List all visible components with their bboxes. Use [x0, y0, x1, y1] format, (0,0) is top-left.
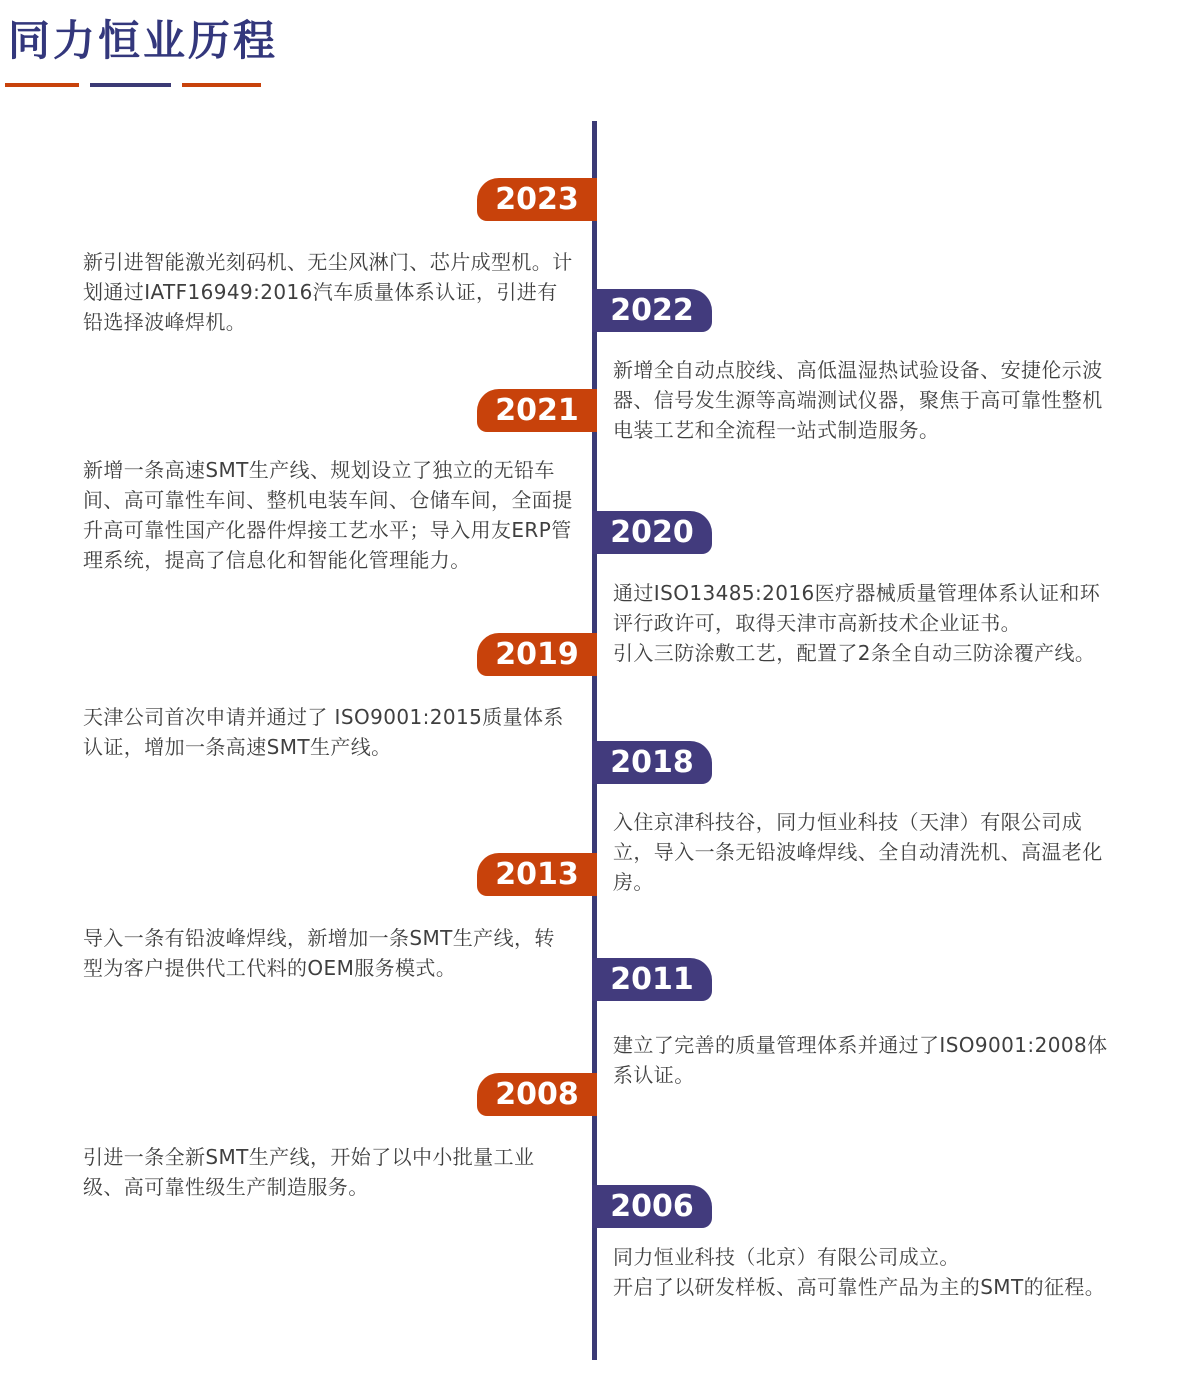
year-badge-2006: 2006	[592, 1185, 712, 1228]
milestone-paragraph: 引进一条全新SMT生产线，开始了以中小批量工业级、高可靠性级生产制造服务。	[83, 1145, 535, 1199]
year-badge-2013: 2013	[477, 853, 597, 896]
milestone-text-2022	[613, 355, 1118, 445]
milestone-paragraph: 天津公司首次申请并通过了 ISO9001:2015质量体系认证，增加一条高速SMT生产线。	[83, 705, 564, 759]
milestone-paragraph: 导入一条有铅波峰焊线，新增加一条SMT生产线，转型为客户提供代工代料的OEM服务模式。	[83, 926, 555, 980]
milestone-paragraph: 新引进智能激光刻码机、无尘风淋门、芯片成型机。计划通过IATF16949:2016汽车质量体系认证，引进有铅选择波峰焊机。	[83, 250, 573, 334]
underline-bar-navy	[90, 83, 171, 87]
milestone-text-2013	[83, 923, 575, 983]
page-title: 同力恒业历程	[8, 16, 279, 65]
year-badge-2011: 2011	[592, 958, 712, 1001]
milestone-paragraph: 开启了以研发样板、高可靠性产品为主的SMT的征程。	[613, 1275, 1106, 1299]
underline-bar-orange-right	[182, 83, 261, 87]
year-badge-2008: 2008	[477, 1073, 597, 1116]
title-underline-bars	[5, 83, 261, 87]
milestone-text-2019	[83, 702, 575, 762]
milestone-paragraph: 入住京津科技谷，同力恒业科技（天津）有限公司成立，导入一条无铅波峰焊线、全自动清洗机、高温老化房。	[613, 810, 1103, 894]
milestone-text-2021	[83, 455, 575, 575]
milestone-paragraph: 新增全自动点胶线、高低温湿热试验设备、安捷伦示波器、信号发生源等高端测试仪器，聚焦于高可靠性整机电装工艺和全流程一站式制造服务。	[613, 358, 1103, 442]
year-badge-2018: 2018	[592, 741, 712, 784]
year-badge-2021: 2021	[477, 389, 597, 432]
milestone-text-2020	[613, 578, 1118, 668]
year-badge-2022: 2022	[592, 289, 712, 332]
milestone-text-2018	[613, 807, 1118, 897]
underline-bar-orange-left	[5, 83, 79, 87]
year-badge-2020: 2020	[592, 511, 712, 554]
milestone-text-2011	[613, 1030, 1118, 1090]
milestone-paragraph: 建立了完善的质量管理体系并通过了ISO9001:2008体系认证。	[613, 1033, 1108, 1087]
year-badge-2023: 2023	[477, 178, 597, 221]
milestone-paragraph: 通过ISO13485:2016医疗器械质量管理体系认证和环评行政许可，取得天津市高新技术企业证书。	[613, 581, 1101, 635]
year-badge-2019: 2019	[477, 633, 597, 676]
milestone-paragraph: 引入三防涂敷工艺，配置了2条全自动三防涂覆产线。	[613, 641, 1096, 665]
milestone-paragraph: 同力恒业科技（北京）有限公司成立。	[613, 1245, 960, 1269]
milestone-text-2023	[83, 247, 575, 337]
milestone-paragraph: 新增一条高速SMT生产线、规划设立了独立的无铅车间、高可靠性车间、整机电装车间、仓储车间，全面提升高可靠性国产化器件焊接工艺水平；导入用友ERP管理系统，提高了信息化和智能化管理能力。	[83, 458, 573, 572]
milestone-text-2006	[613, 1242, 1118, 1302]
milestone-text-2008	[83, 1142, 575, 1202]
